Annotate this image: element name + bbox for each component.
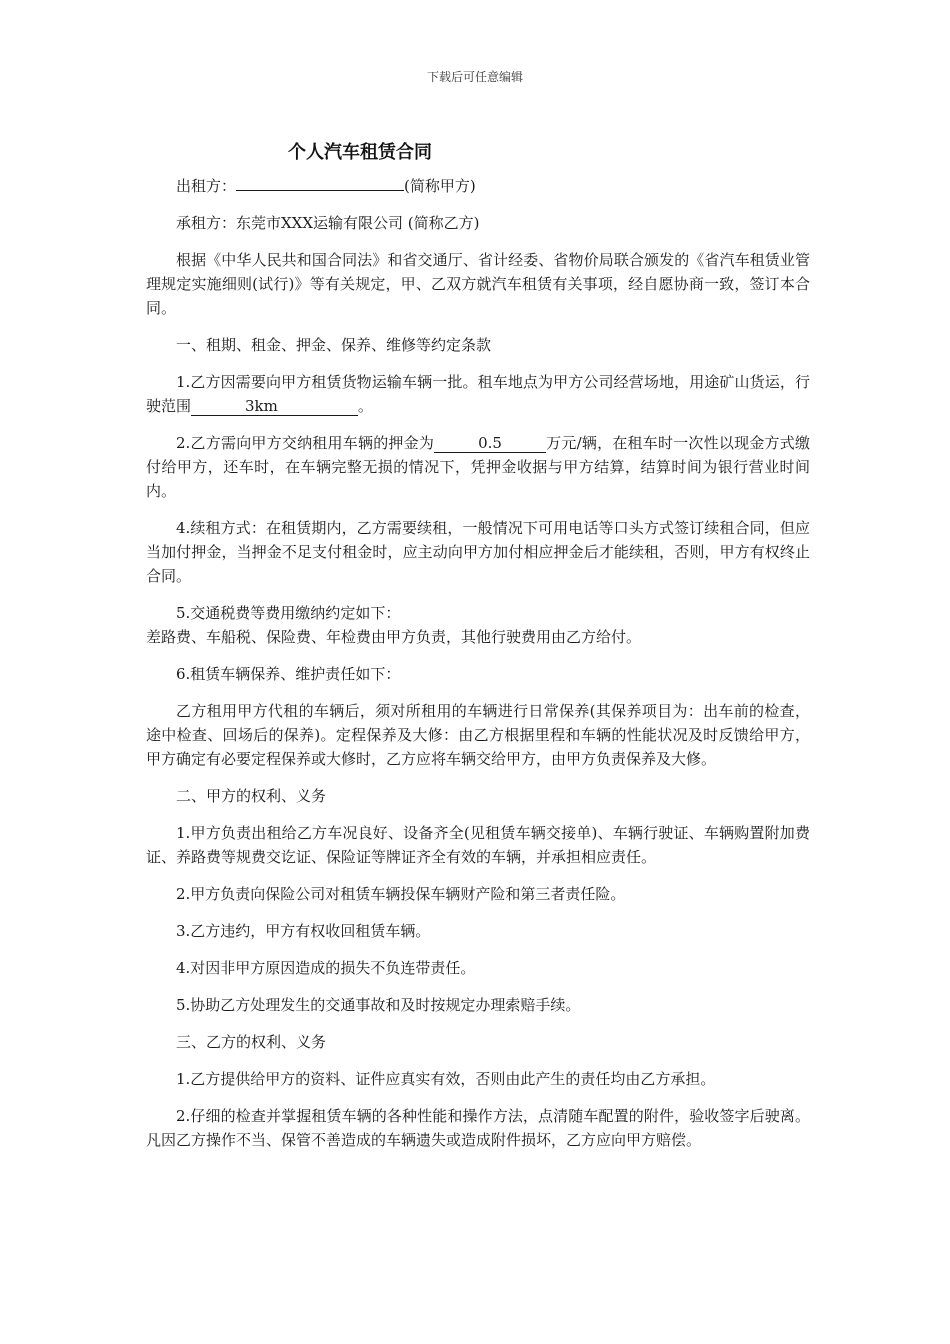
section1-item2 <box>146 431 810 503</box>
section3-item: 2.仔细的检查并掌握租赁车辆的各种性能和操作方法，点清随车配置的附件，验收签字后驶离。凡因乙方操作不当、保管不善造成的车辆遗失或造成附件损坏，乙方应向甲方赔偿。 <box>146 1107 810 1149</box>
section1-item5-head: 5.交通税费等费用缴纳约定如下： <box>176 604 401 622</box>
lessor-suffix: (简称甲方) <box>404 177 476 195</box>
section2-item: 4.对因非甲方原因造成的损失不负连带责任。 <box>176 959 476 977</box>
header-note: 下载后可任意编辑 <box>426 70 523 84</box>
section3-heading: 三、乙方的权利、义务 <box>176 1033 327 1051</box>
item1-text-after: 。 <box>357 397 373 415</box>
section2-heading: 二、甲方的权利、义务 <box>176 787 327 805</box>
section2-item: 1.甲方负责出租给乙方车况良好、设备齐全(见租赁车辆交接单)、车辆行驶证、车辆购置附加费证、养路费等规费交讫证、保险证等牌证齐全有效的车辆，并承担相应责任。 <box>146 824 810 866</box>
deposit-value: 0.5 <box>434 434 546 453</box>
item2-text-after: 万元/辆，在租车时一次性以现金方式缴付给甲方，还车时，在车辆完整无损的情况下，凭押金收据与甲方结算，结算时间为银行营业时间内。 <box>146 434 810 500</box>
section2-item: 5.协助乙方处理发生的交通事故和及时按规定办理索赔手续。 <box>176 996 581 1014</box>
item1-text-before: 1.乙方因需要向甲方租赁货物运输车辆一批。租车地点为甲方公司经营场地，用途矿山货运，行驶范围 <box>146 373 810 415</box>
range-value: 3km <box>191 397 358 416</box>
lessor-blank <box>236 190 404 191</box>
lessee-line: 承租方：东莞市XXX运输有限公司 (简称乙方) <box>176 214 480 232</box>
section3-item: 1.乙方提供给甲方的资料、证件应真实有效，否则由此产生的责任均由乙方承担。 <box>176 1070 716 1088</box>
document-title: 个人汽车租赁合同 <box>288 142 432 163</box>
section1-item6-body: 乙方租用甲方代租的车辆后，须对所租用的车辆进行日常保养(其保养项目为：出车前的检查，途中检查、回场后的保养)。定程保养及大修：由乙方根据里程和车辆的性能状况及时反馈给甲方，甲方确定有必要定程保养或大修时，乙方应将车辆交给甲方，由甲方负责保养及大修。 <box>146 702 810 768</box>
section1-heading: 一、租期、租金、押金、保养、维修等约定条款 <box>176 336 492 354</box>
section1-item1 <box>146 370 810 418</box>
section1-item6-head: 6.租赁车辆保养、维护责任如下： <box>176 665 401 683</box>
section1-item5-body: 差路费、车船税、保险费、年检费由甲方负责，其他行驶费用由乙方给付。 <box>146 628 642 646</box>
lessor-label: 出租方： <box>176 177 237 195</box>
intro-paragraph: 根据《中华人民共和国合同法》和省交通厅、省计经委、省物价局联合颁发的《省汽车租赁业管理规定实施细则(试行)》等有关规定，甲、乙双方就汽车租赁有关事项，经自愿协商一致，签订本合同。 <box>146 251 810 317</box>
section2-item: 3.乙方违约，甲方有权收回租赁车辆。 <box>176 922 431 940</box>
section2-item: 2.甲方负责向保险公司对租赁车辆投保车辆财产险和第三者责任险。 <box>176 885 626 903</box>
lessor-line <box>146 174 810 198</box>
document-body <box>146 174 810 1165</box>
item2-text-before: 2.乙方需向甲方交纳租用车辆的押金为 <box>176 434 435 452</box>
section1-item4: 4.续租方式：在租赁期内，乙方需要续租，一般情况下可用电话等口头方式签订续租合同，但应当加付押金，当押金不足支付租金时，应主动向甲方加付相应押金后才能续租，否则，甲方有权终止合同。 <box>146 519 810 585</box>
